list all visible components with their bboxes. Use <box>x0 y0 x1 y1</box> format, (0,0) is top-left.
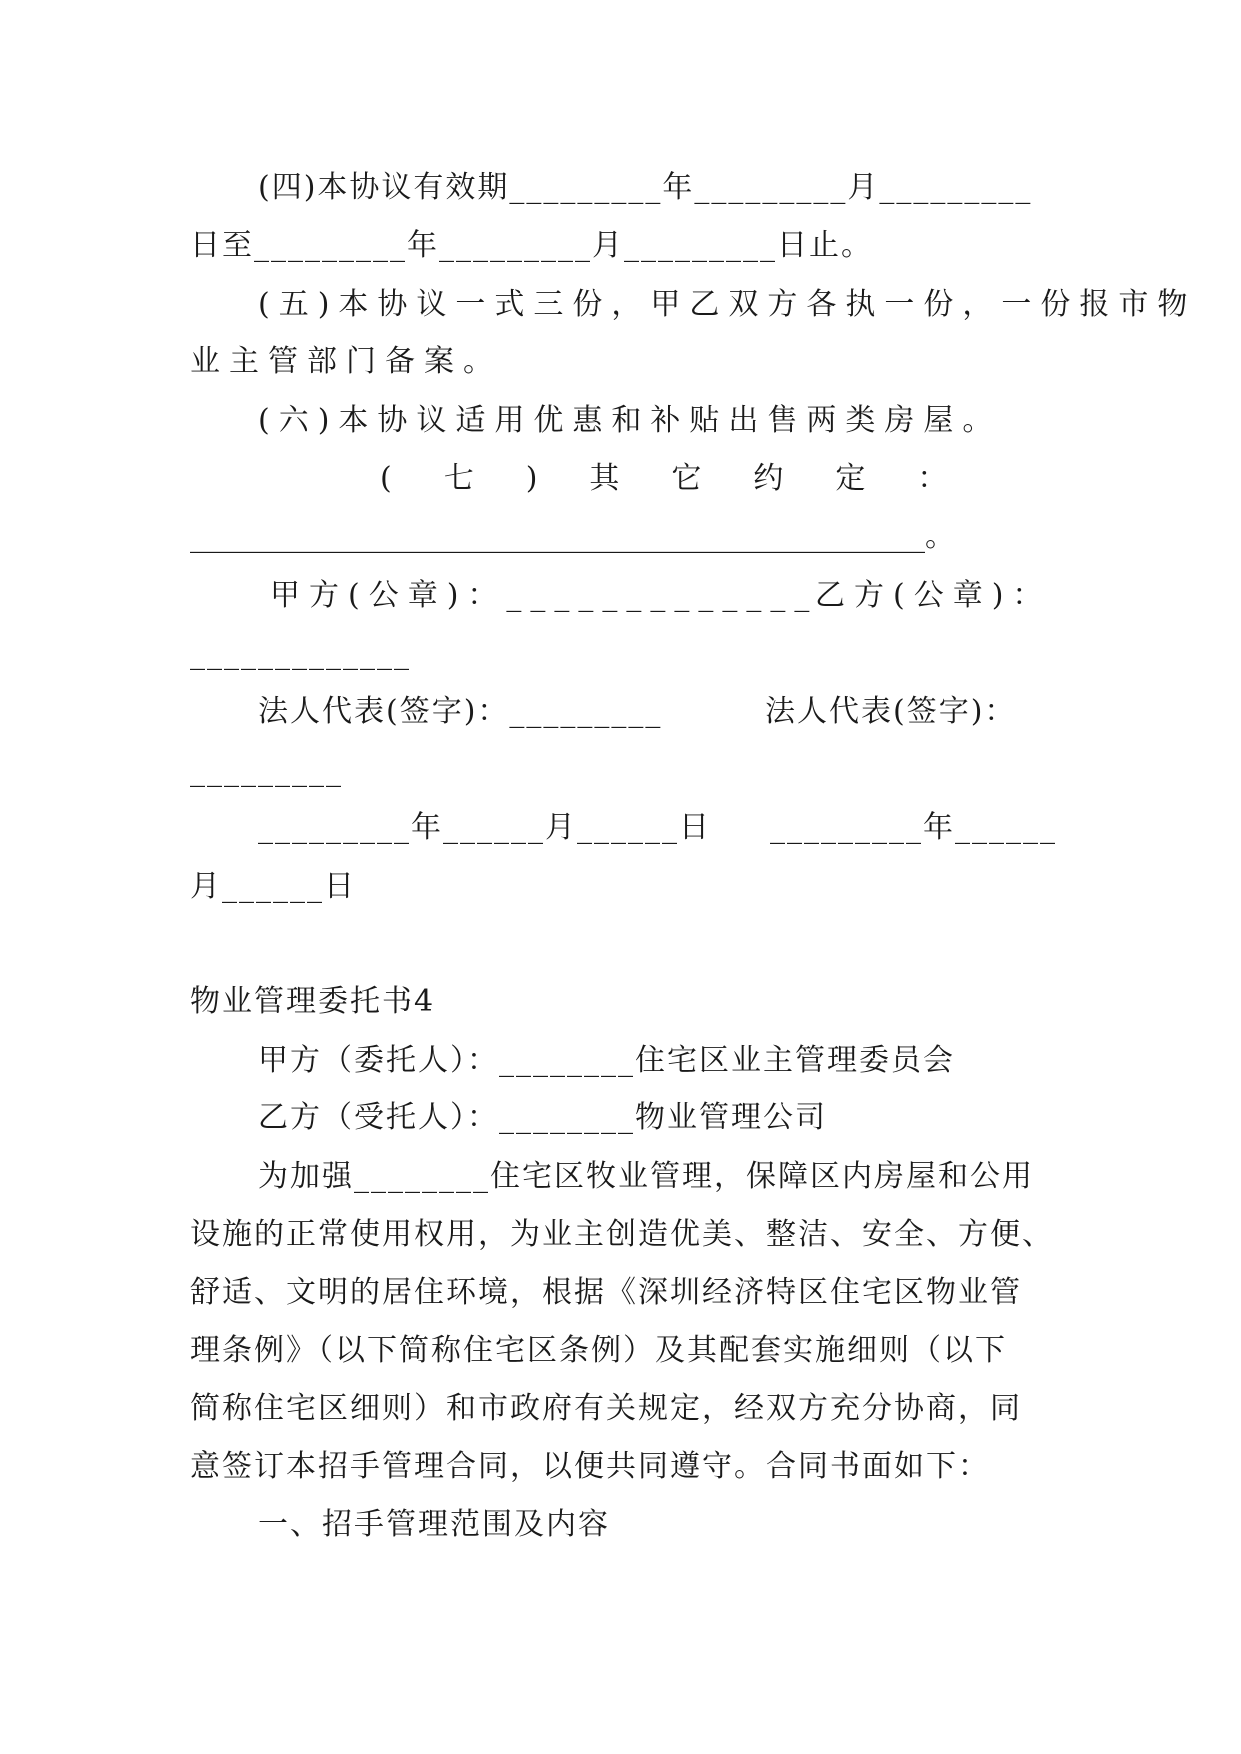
text-line: _________年______月______日 <box>258 810 711 845</box>
text-line: _________ <box>190 753 343 788</box>
text-line: (五)本协议一式三份，甲乙双方各执一份，一份报市物 <box>258 287 1197 322</box>
text-line: 意签订本招手管理合同，以便共同遵守。合同书面如下： <box>190 1449 990 1484</box>
text-line: (六)本协议适用优惠和补贴出售两类房屋。 <box>258 403 1002 438</box>
section-title: 物业管理委托书4 <box>190 984 436 1019</box>
text-line: 简称住宅区细则）和市政府有关规定，经双方充分协商，同 <box>190 1391 1022 1426</box>
text-line: 法人代表(签字)：_________ <box>258 694 663 729</box>
text-line: 甲方(公章)：_____________ <box>270 578 819 613</box>
text-line: (四)本协议有效期_________年_________月_________ <box>258 170 1033 205</box>
text-line: 乙方(公章)： <box>815 578 1052 613</box>
text-line: 业主管部门备案。 <box>190 344 502 379</box>
text-line: 理条例》（以下简称住宅区条例）及其配套实施细则（以下 <box>190 1333 1007 1368</box>
text-line: 甲方（委托人）：________住宅区业主管理委员会 <box>258 1043 955 1078</box>
text-line: 一、招手管理范围及内容 <box>258 1507 610 1542</box>
text-line: _____________ <box>190 636 411 671</box>
text-line: 月______日 <box>190 869 356 904</box>
text-line: 舒适、文明的居住环境，根据《深圳经济特区住宅区物业管 <box>190 1275 1022 1310</box>
text-line: 乙方（受托人）：________物业管理公司 <box>258 1100 827 1135</box>
text-line: 设施的正常使用权用，为业主创造优美、整洁、安全、方便、 <box>190 1217 1054 1252</box>
text-line: _________________________________________________。 <box>190 519 955 554</box>
text-line: 法人代表(签字)： <box>765 694 1017 729</box>
text-line: (七)其它约定： <box>380 461 1000 496</box>
text-line: 日至_________年_________月_________日止。 <box>190 228 873 263</box>
text-line: _________年______ <box>770 810 1057 845</box>
text-line: 为加强________住宅区牧业管理，保障区内房屋和公用 <box>258 1159 1034 1194</box>
